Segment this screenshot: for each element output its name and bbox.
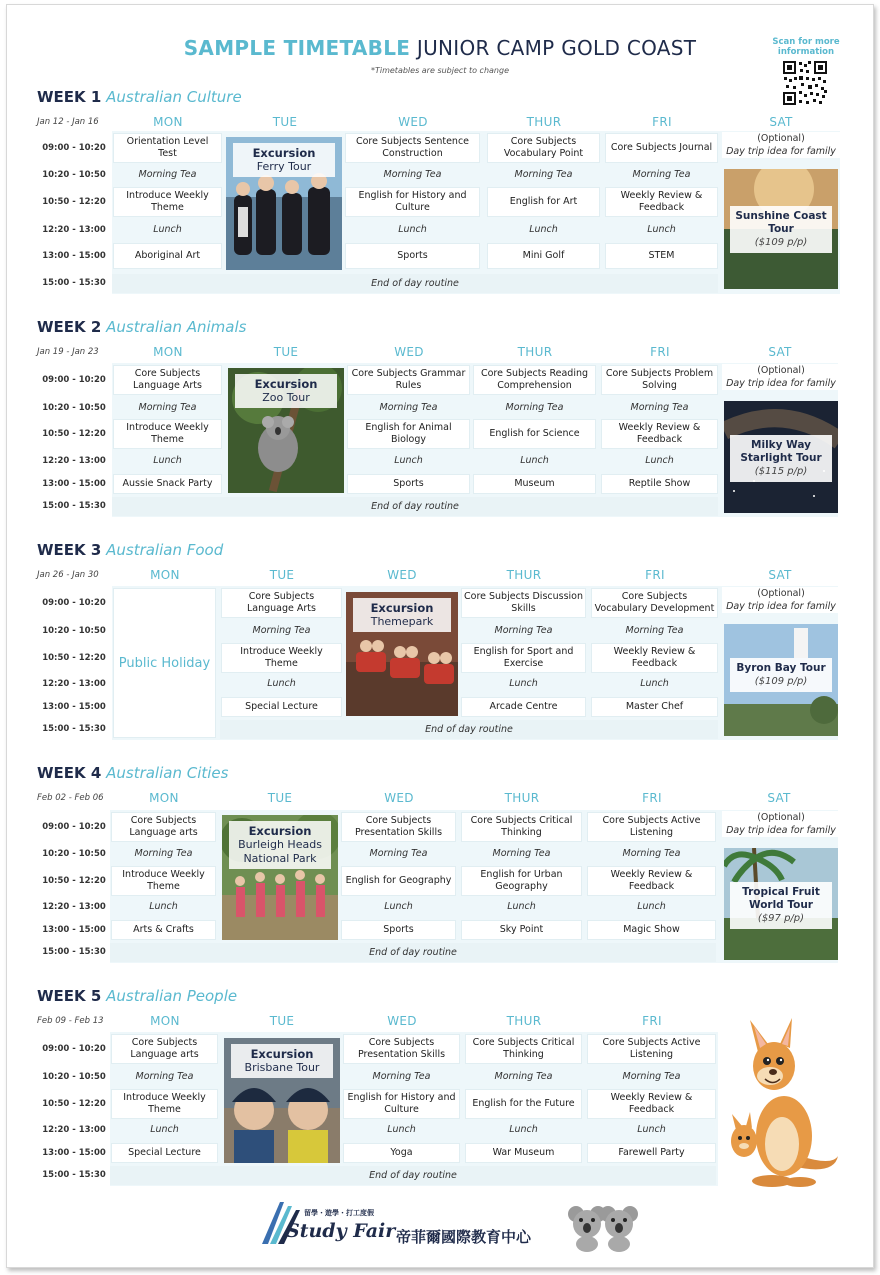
activity-cell: Lunch (487, 221, 600, 239)
day-header-mon: MON (153, 345, 183, 359)
day-header-tue: TUE (272, 115, 298, 129)
day-header-wed: WED (384, 791, 414, 805)
end-of-day-row: End of day routine (110, 943, 716, 962)
activity-cell: Core Subjects Language arts (111, 1034, 218, 1064)
day-header-tue: TUE (269, 1014, 295, 1028)
activity-cell: Morning Tea (587, 845, 716, 863)
excursion-photo (226, 137, 342, 270)
optional-label: (Optional) (757, 812, 805, 823)
tour-name: Sunshine Coast Tour (735, 210, 827, 235)
footer-chinese-name: 帝菲爾國際教育中心 (396, 1228, 532, 1246)
day-header-mon: MON (150, 1014, 180, 1028)
excursion-title: Excursion (370, 601, 434, 615)
activity-cell: Core Subjects Language arts (111, 812, 216, 842)
day-trip-idea: Day trip idea for family (726, 146, 836, 157)
time-label: 10:20 - 10:50 (42, 1072, 106, 1082)
week-theme: Australian Food (106, 541, 224, 559)
activity-cell: Core Subjects Sentence Construction (345, 133, 480, 163)
activity-cell: Lunch (343, 1121, 460, 1139)
activity-cell: Morning Tea (221, 622, 342, 640)
activity-cell: Reptile Show (601, 474, 718, 494)
week-label: WEEK 2 (37, 318, 102, 336)
saturday-tour-photo (724, 624, 838, 738)
activity-cell: Introduce Weekly Theme (221, 643, 342, 673)
activity-cell: English for Animal Biology (347, 419, 470, 449)
time-label: 13:00 - 15:00 (42, 479, 106, 489)
activity-cell: Lunch (601, 452, 718, 470)
day-header-fri: FRI (642, 791, 662, 805)
footer-logo (256, 1196, 646, 1256)
day-header-fri: FRI (650, 345, 670, 359)
time-label: 12:20 - 13:00 (42, 902, 106, 912)
activity-cell: Sports (345, 243, 480, 269)
activity-cell: English for History and Culture (343, 1089, 460, 1119)
day-header-wed: WED (387, 1014, 417, 1028)
day-header-fri: FRI (652, 115, 672, 129)
saturday-optional (722, 811, 840, 837)
saturday-tour-photo (724, 848, 838, 961)
activity-cell: Special Lecture (111, 1143, 218, 1163)
day-header-tue: TUE (273, 345, 299, 359)
activity-cell: Arcade Centre (461, 697, 586, 717)
activity-cell: Lunch (111, 1121, 218, 1139)
tour-name: Milky Way Starlight Tour (740, 439, 822, 464)
excursion-title: Excursion (254, 377, 318, 391)
optional-label: (Optional) (757, 365, 805, 376)
day-header-sat: SAT (768, 345, 792, 359)
day-header-thur: THUR (526, 115, 562, 129)
time-label: 09:00 - 10:20 (42, 143, 106, 153)
activity-cell: Lunch (591, 675, 718, 693)
time-label: 10:50 - 12:20 (42, 197, 106, 207)
activity-cell: Morning Tea (487, 166, 600, 184)
end-of-day-row: End of day routine (220, 720, 718, 739)
day-trip-idea: Day trip idea for family (726, 378, 836, 389)
day-trip-idea: Day trip idea for family (726, 825, 836, 836)
excursion-title: Excursion (248, 824, 312, 838)
week-theme: Australian Animals (106, 318, 247, 336)
activity-cell: English for Sport and Exercise (461, 643, 586, 673)
activity-cell: Aboriginal Art (113, 243, 222, 269)
activity-cell: Lunch (605, 221, 718, 239)
tour-name: Byron Bay Tour (736, 662, 826, 674)
day-trip-idea: Day trip idea for family (726, 601, 836, 612)
activity-cell: Master Chef (591, 697, 718, 717)
week-dates: Jan 12 - Jan 16 (37, 117, 99, 127)
saturday-tour-label (730, 658, 832, 692)
time-label: 09:00 - 10:20 (42, 375, 106, 385)
day-header-mon: MON (150, 568, 180, 582)
time-label: 10:50 - 12:20 (42, 876, 106, 886)
activity-cell: Morning Tea (345, 166, 480, 184)
activity-cell: Core Subjects Problem Solving (601, 365, 718, 395)
activity-cell: English for Science (473, 419, 596, 449)
activity-cell: Mini Golf (487, 243, 600, 269)
saturday-optional (722, 132, 840, 158)
time-label: 10:50 - 12:20 (42, 1099, 106, 1109)
tour-price: ($97 p/p) (757, 913, 805, 924)
excursion-label (235, 374, 337, 408)
end-of-day-row: End of day routine (112, 497, 718, 516)
qr-label: Scan for more information (772, 37, 840, 57)
qr-code-icon[interactable] (782, 60, 828, 106)
day-header-thur: THUR (506, 1014, 542, 1028)
activity-cell: Core Subjects Active Listening (587, 812, 716, 842)
activity-cell: Weekly Review & Feedback (591, 643, 718, 673)
time-label: 09:00 - 10:20 (42, 1044, 106, 1054)
day-header-thur: THUR (504, 791, 540, 805)
activity-cell: Morning Tea (605, 166, 718, 184)
activity-cell: Introduce Weekly Theme (113, 419, 222, 449)
saturday-tour-label (730, 882, 832, 929)
week-label: WEEK 4 (37, 764, 102, 782)
activity-cell: Lunch (465, 1121, 582, 1139)
activity-cell: Weekly Review & Feedback (605, 187, 718, 217)
activity-cell: Weekly Review & Feedback (587, 866, 716, 896)
day-header-sat: SAT (768, 568, 792, 582)
activity-cell: Core Subjects Language Arts (221, 588, 342, 618)
day-header-mon: MON (149, 791, 179, 805)
activity-cell: Introduce Weekly Theme (111, 1089, 218, 1119)
day-header-sat: SAT (767, 791, 791, 805)
day-header-thur: THUR (506, 568, 542, 582)
tour-price: ($109 p/p) (754, 237, 808, 248)
page-title: SAMPLE TIMETABLE JUNIOR CAMP GOLD COAST (183, 36, 697, 60)
week-theme: Australian Cities (106, 764, 229, 782)
activity-cell: Lunch (113, 452, 222, 470)
activity-cell: Morning Tea (461, 622, 586, 640)
week-heading (37, 541, 223, 559)
activity-cell: Weekly Review & Feedback (587, 1089, 716, 1119)
time-label: 10:20 - 10:50 (42, 626, 106, 636)
activity-cell: English for History and Culture (345, 187, 480, 217)
activity-cell: Core Subjects Presentation Skills (343, 1034, 460, 1064)
week-theme: Australian People (106, 987, 238, 1005)
activity-cell: Core Subjects Critical Thinking (461, 812, 582, 842)
time-label: 09:00 - 10:20 (42, 822, 106, 832)
day-header-thur: THUR (517, 345, 553, 359)
activity-cell: Core Subjects Presentation Skills (341, 812, 456, 842)
activity-cell: Introduce Weekly Theme (113, 187, 222, 217)
week-dates: Jan 26 - Jan 30 (37, 570, 99, 580)
activity-cell: Morning Tea (601, 399, 718, 417)
saturday-tour-label (730, 435, 832, 482)
activity-cell: Sports (341, 920, 456, 940)
time-label: 12:20 - 13:00 (42, 225, 106, 235)
activity-cell: Morning Tea (341, 845, 456, 863)
time-label: 12:20 - 13:00 (42, 456, 106, 466)
activity-cell: Lunch (341, 898, 456, 916)
time-label: 13:00 - 15:00 (42, 1148, 106, 1158)
activity-cell: Morning Tea (473, 399, 596, 417)
tour-price: ($115 p/p) (754, 466, 808, 477)
saturday-tour-label (730, 206, 832, 253)
excursion-photo (346, 592, 458, 716)
activity-cell: Morning Tea (461, 845, 582, 863)
week-heading (37, 88, 242, 106)
activity-cell: Morning Tea (587, 1068, 716, 1086)
week-heading (37, 764, 228, 782)
activity-cell: Magic Show (587, 920, 716, 940)
excursion-photo (228, 368, 344, 493)
saturday-optional (722, 587, 840, 613)
activity-cell: Morning Tea (591, 622, 718, 640)
activity-cell: Core Subjects Reading Comprehension (473, 365, 596, 395)
activity-cell: Introduce Weekly Theme (111, 866, 216, 896)
saturday-tour-photo (724, 169, 838, 292)
time-label: 10:20 - 10:50 (42, 170, 106, 180)
activity-cell: English for Geography (341, 866, 456, 896)
day-header-tue: TUE (269, 568, 295, 582)
excursion-label (353, 598, 451, 632)
time-label: 15:00 - 15:30 (42, 947, 106, 957)
excursion-name: Themepark (370, 615, 434, 628)
week-dates: Feb 02 - Feb 06 (37, 793, 104, 803)
kangaroo-icon (722, 1016, 842, 1191)
activity-cell: English for the Future (465, 1089, 582, 1119)
week-heading (37, 318, 246, 336)
activity-cell: Lunch (461, 898, 582, 916)
activity-cell: English for Urban Geography (461, 866, 582, 896)
activity-cell: Farewell Party (587, 1143, 716, 1163)
saturday-optional (722, 364, 840, 390)
activity-cell: Morning Tea (113, 399, 222, 417)
saturday-tour-photo (724, 401, 838, 515)
activity-cell: Core Subjects Critical Thinking (465, 1034, 582, 1064)
activity-cell: Morning Tea (111, 845, 216, 863)
excursion-name: Ferry Tour (256, 160, 312, 173)
time-label: 13:00 - 15:00 (42, 251, 106, 261)
excursion-name: Burleigh Heads National Park (238, 838, 322, 865)
day-header-mon: MON (153, 115, 183, 129)
day-header-fri: FRI (642, 1014, 662, 1028)
activity-cell: Lunch (587, 898, 716, 916)
footer-tagline: 留學・遊學・打工度假 (304, 1209, 374, 1217)
day-header-fri: FRI (645, 568, 665, 582)
activity-cell: Core Subjects Discussion Skills (461, 588, 586, 618)
day-header-sat: SAT (769, 115, 793, 129)
time-label: 12:20 - 13:00 (42, 1125, 106, 1135)
public-holiday-block: Public Holiday (113, 588, 216, 738)
activity-cell: Weekly Review & Feedback (601, 419, 718, 449)
activity-cell: Aussie Snack Party (113, 474, 222, 494)
time-label: 15:00 - 15:30 (42, 501, 106, 511)
time-label: 13:00 - 15:00 (42, 925, 106, 935)
week-label: WEEK 5 (37, 987, 102, 1005)
activity-cell: English for Art (487, 187, 600, 217)
excursion-title: Excursion (250, 1047, 314, 1061)
activity-cell: Morning Tea (347, 399, 470, 417)
activity-cell: War Museum (465, 1143, 582, 1163)
week-theme: Australian Culture (106, 88, 242, 106)
change-note: *Timetables are subject to change (370, 66, 509, 75)
week-heading (37, 987, 237, 1005)
week-label: WEEK 1 (37, 88, 102, 106)
end-of-day-row: End of day routine (112, 274, 718, 293)
excursion-label (231, 1044, 333, 1078)
activity-cell: Arts & Crafts (111, 920, 216, 940)
week-label: WEEK 3 (37, 541, 102, 559)
activity-cell: Sports (347, 474, 470, 494)
activity-cell: Morning Tea (343, 1068, 460, 1086)
time-label: 15:00 - 15:30 (42, 1170, 106, 1180)
activity-cell: Morning Tea (113, 166, 222, 184)
excursion-name: Brisbane Tour (244, 1061, 320, 1074)
time-label: 13:00 - 15:00 (42, 702, 106, 712)
activity-cell: Core Subjects Language Arts (113, 365, 222, 395)
time-label: 15:00 - 15:30 (42, 278, 106, 288)
tour-name: Tropical Fruit World Tour (742, 886, 820, 911)
excursion-label (233, 143, 335, 177)
activity-cell: Core Subjects Grammar Rules (347, 365, 470, 395)
excursion-photo (224, 1038, 340, 1163)
day-header-tue: TUE (267, 791, 293, 805)
day-header-wed: WED (387, 568, 417, 582)
activity-cell: Core Subjects Vocabulary Point (487, 133, 600, 163)
activity-cell: Lunch (111, 898, 216, 916)
time-label: 10:20 - 10:50 (42, 403, 106, 413)
activity-cell: Special Lecture (221, 697, 342, 717)
koala-icon (568, 1202, 638, 1252)
time-label: 15:00 - 15:30 (42, 724, 106, 734)
time-label: 10:50 - 12:20 (42, 653, 106, 663)
activity-cell: Lunch (347, 452, 470, 470)
activity-cell: Lunch (587, 1121, 716, 1139)
day-header-wed: WED (398, 115, 428, 129)
activity-cell: STEM (605, 243, 718, 269)
activity-cell: Core Subjects Vocabulary Development (591, 588, 718, 618)
activity-cell: Sky Point (461, 920, 582, 940)
time-label: 12:20 - 13:00 (42, 679, 106, 689)
optional-label: (Optional) (757, 133, 805, 144)
excursion-photo (222, 815, 338, 940)
optional-label: (Optional) (757, 588, 805, 599)
footer-brand: Study Fair (286, 1220, 396, 1242)
activity-cell: Lunch (461, 675, 586, 693)
day-header-wed: WED (394, 345, 424, 359)
excursion-name: Zoo Tour (262, 391, 310, 404)
activity-cell: Museum (473, 474, 596, 494)
activity-cell: Lunch (345, 221, 480, 239)
tour-price: ($109 p/p) (754, 676, 808, 687)
excursion-label (229, 821, 331, 869)
activity-cell: Lunch (221, 675, 342, 693)
time-label: 09:00 - 10:20 (42, 598, 106, 608)
time-label: 10:50 - 12:20 (42, 429, 106, 439)
activity-cell: Core Subjects Active Listening (587, 1034, 716, 1064)
activity-cell: Orientation Level Test (113, 133, 222, 163)
activity-cell: Core Subjects Journal (605, 133, 718, 163)
activity-cell: Morning Tea (111, 1068, 218, 1086)
activity-cell: Morning Tea (465, 1068, 582, 1086)
activity-cell: Lunch (473, 452, 596, 470)
end-of-day-row: End of day routine (110, 1166, 716, 1185)
time-label: 10:20 - 10:50 (42, 849, 106, 859)
week-dates: Jan 19 - Jan 23 (37, 347, 99, 357)
activity-cell: Yoga (343, 1143, 460, 1163)
excursion-title: Excursion (252, 146, 316, 160)
week-dates: Feb 09 - Feb 13 (37, 1016, 104, 1026)
activity-cell: Lunch (113, 221, 222, 239)
